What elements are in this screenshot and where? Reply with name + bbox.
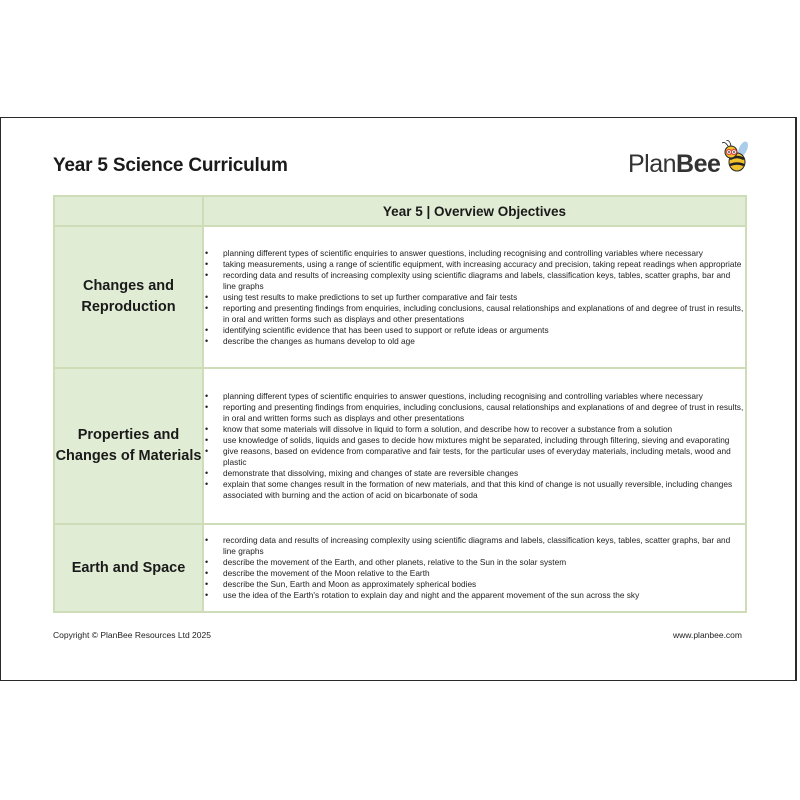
table-row — [54, 524, 746, 612]
objectives-cell — [203, 226, 746, 368]
objective-item: • recording data and results of increasing complexity using scientific diagrams and labels, classification keys, tables, scatter graphs, bar and line graphs — [204, 535, 745, 557]
subject-label-line: Reproduction — [81, 299, 176, 315]
objective-item: • explain that some changes result in the formation of new materials, and that this kind of change is not usually reversible, including changes associated with burning and the action of acid on bicarbonate of soda — [204, 479, 745, 501]
objective-item: • reporting and presenting findings from enquiries, including conclusions, causal relationships and explanations of and degree of trust in results, in oral and written forms such as displays and other presentations — [204, 303, 745, 325]
table-header: Year 5 | Overview Objectives — [203, 196, 746, 226]
objective-item: • taking measurements, using a range of scientific equipment, with increasing accuracy and precision, taking repeat readings when appropriate — [204, 259, 745, 270]
objective-item: • reporting and presenting findings from enquiries, including conclusions, causal relationships and explanations of and degree of trust in results, in oral and written forms such as displays and other presentations — [204, 402, 745, 424]
objective-item: • planning different types of scientific enquiries to answer questions, including recognising and controlling variables where necessary — [204, 391, 745, 402]
website-link[interactable]: www.planbee.com — [673, 630, 742, 640]
objective-item: • describe the movement of the Earth, and other planets, relative to the Sun in the solar system — [204, 557, 745, 568]
objective-item: • describe the changes as humans develop to old age — [204, 336, 745, 347]
subject-cell — [54, 226, 203, 368]
bee-mascot-icon — [722, 140, 750, 174]
logo-text-plain: Plan — [628, 150, 677, 178]
table-row — [54, 226, 746, 368]
objective-item: • planning different types of scientific enquiries to answer questions, including recognising and controlling variables where necessary — [204, 248, 745, 259]
objectives-list — [204, 535, 745, 601]
logo-text-bold: Bee — [676, 150, 721, 178]
subject-label-line: Changes and — [82, 278, 175, 294]
subject-label-line: Changes of Materials — [55, 448, 202, 464]
objective-item: • know that some materials will dissolve in liquid to form a solution, and describe how to recover a substance from a solution — [204, 424, 745, 435]
objectives-cell — [203, 524, 746, 612]
table-row — [54, 368, 746, 524]
objectives-cell — [203, 368, 746, 524]
subject-cell — [54, 368, 203, 524]
objective-item: • describe the movement of the Moon relative to the Earth — [204, 568, 745, 579]
objective-item: • recording data and results of increasing complexity using scientific diagrams and labels, classification keys, tables, scatter graphs, bar and line graphs — [204, 270, 745, 292]
objective-item: • demonstrate that dissolving, mixing and changes of state are reversible changes — [204, 468, 745, 479]
header-empty-cell — [54, 196, 203, 226]
table-header-row — [54, 196, 746, 226]
subject-label-line: Earth and Space — [71, 559, 186, 576]
objectives-list — [204, 391, 745, 501]
page-title: Year 5 Science Curriculum — [53, 155, 288, 176]
subject-label-line: Properties and — [77, 427, 180, 443]
objective-item: • use the idea of the Earth's rotation to explain day and night and the apparent movement of the sun across the sky — [204, 590, 745, 601]
objective-item: • give reasons, based on evidence from comparative and fair tests, for the particular uses of everyday materials, including metals, wood and plastic — [204, 446, 745, 468]
objectives-list — [204, 248, 745, 347]
objective-item: • use knowledge of solids, liquids and gases to decide how mixtures might be separated, including through filtering, sieving and evaporating — [204, 435, 745, 446]
planbee-logo — [628, 140, 748, 184]
objectives-table — [53, 195, 747, 613]
objective-item: • describe the Sun, Earth and Moon as approximately spherical bodies — [204, 579, 745, 590]
copyright-notice: Copyright © PlanBee Resources Ltd 2025 — [53, 630, 211, 640]
objective-item: • identifying scientific evidence that has been used to support or refute ideas or arguments — [204, 325, 745, 336]
logo-text — [628, 150, 720, 179]
subject-cell — [54, 524, 203, 612]
objective-item: • using test results to make predictions to set up further comparative and fair tests — [204, 292, 745, 303]
